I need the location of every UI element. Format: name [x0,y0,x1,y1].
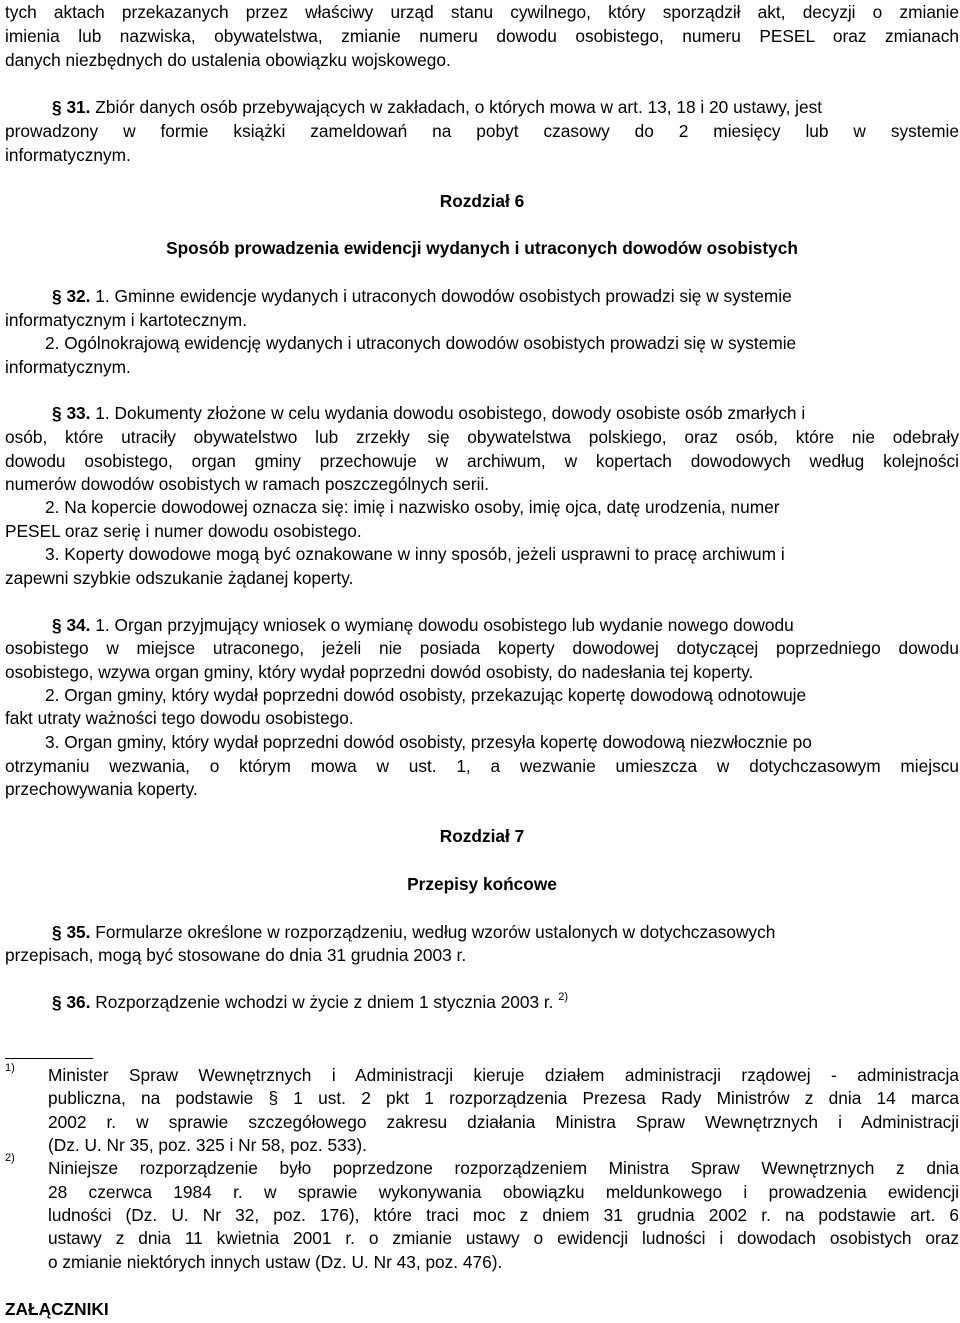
attachments-heading: ZAŁĄCZNIKI [5,1299,109,1319]
paragraph-34-item-1-text-3: osobistego, wzywa organ gminy, który wydał poprzedni dowód osobisty, do nadesłania tej koperty. [5,662,754,682]
paragraph-32-item-2-text-2: informatycznym. [5,357,131,377]
paragraph-33-item-1-text-2: osób, które utraciły obywatelstwo lub zrzekły się obywatelstwa polskiego, oraz osób, które nie odebrały [5,427,959,447]
footnote-2-mark: 2) [5,1152,15,1164]
footnote-1-line-3: 2002 r. w sprawie szczegółowego zakresu działania Ministra Spraw Wewnętrznych i Administracji [48,1112,959,1132]
chapter-6-title: Rozdział 6 [439,191,525,211]
paragraph-35-heading [52,922,775,942]
item-number: 1. [95,403,110,423]
section-sign: § [52,992,62,1012]
paragraph-33-item-2-text-1: Na kopercie dowodowej oznacza się: imię i nazwisko osoby, imię ojca, datę urodzenia, numer [64,497,780,517]
paragraph-34-item-2-text-2: fakt utraty ważności tego dowodu osobistego. [5,708,354,728]
footnote-divider [5,1058,93,1059]
paragraph-number: 36. [66,992,91,1012]
item-number: 2. [45,333,60,353]
paragraph-34-item-1-text-1: Organ przyjmujący wniosek o wymianę dowodu osobistego lub wydanie nowego dowodu [114,615,794,635]
intro-line-3: danych niezbędnych do ustalenia obowiązku wojskowego. [5,50,451,70]
paragraph-34-item-3 [45,732,812,752]
paragraph-31-text-2: prowadzony w formie książki zameldowań na pobyt czasowy do 2 miesięcy lub w systemie [5,121,959,141]
footnote-1-line-2: publiczna, na podstawie § 1 ust. 2 pkt 1 rozporządzenia Prezesa Rady Ministrów z dnia 14 marca [48,1088,959,1108]
paragraph-33-item-3-text-2: zapewni szybkie odszukanie żądanej koperty. [5,568,354,588]
paragraph-31-text-3: informatycznym. [5,145,131,165]
paragraph-33-item-1-text-1: Dokumenty złożone w celu wydania dowodu osobistego, dowody osobiste osób zmarłych i [114,403,806,423]
paragraph-32-item-2 [45,333,796,353]
section-sign: § [52,286,62,306]
paragraph-35-text-1: Formularze określone w rozporządzeniu, według wzorów ustalonych w dotychczasowych [95,922,776,942]
paragraph-number: 32. [66,286,91,306]
paragraph-number: 31. [66,97,91,117]
item-number: 2. [45,685,60,705]
section-sign: § [52,615,62,635]
paragraph-34-item-1-text-2: osobistego w miejsce utraconego, jeżeli nie posiada koperty dowodowej dotyczącej poprzedniego dowodu [5,638,959,658]
chapter-7-title: Rozdział 7 [439,826,525,846]
chapter-7-subtitle: Przepisy końcowe [407,874,557,894]
item-number: 3. [45,732,60,752]
paragraph-34-item-3-text-1: Organ gminy, który wydał poprzedni dowód osobisty, przesyła kopertę dowodową niezwłocznie po [64,732,812,752]
paragraph-32-item-1-text-2: informatycznym i kartotecznym. [5,310,247,330]
item-number: 2. [45,497,60,517]
paragraph-33-item-3-text-1: Koperty dowodowe mogą być oznakowane w inny sposób, jeżeli usprawni to pracę archiwum i [64,544,785,564]
paragraph-31-text-1: Zbiór danych osób przebywających w zakładach, o których mowa w art. 13, 18 i 20 ustawy, jest [95,97,823,117]
footnote-1-line-1: Minister Spraw Wewnętrznych i Administracji kieruje działem administracji rządowej - administracja [48,1065,959,1085]
paragraph-34-heading [52,615,794,635]
footnote-2-line-5: o zmianie niektórych innych ustaw (Dz. U. Nr 43, poz. 476). [48,1252,503,1272]
footnote-1-mark: 1) [5,1062,15,1074]
footnote-2-line-3: ludności (Dz. U. Nr 32, poz. 176), które traci moc z dniem 31 grudnia 2002 r. na podstawie art. 6 [48,1205,959,1225]
item-number: 3. [45,544,60,564]
paragraph-35-text-2: przepisach, mogą być stosowane do dnia 31 grudnia 2003 r. [5,945,467,965]
paragraph-number: 35. [66,922,91,942]
footnote-1-line-4: (Dz. U. Nr 35, poz. 325 i Nr 58, poz. 533). [48,1135,367,1155]
chapter-6-subtitle: Sposób prowadzenia ewidencji wydanych i utraconych dowodów osobistych [166,238,798,258]
footnote-2-line-4: ustawy z dnia 11 kwietnia 2001 r. o zmianie ustawy o ewidencji ludności i dowodach osobistych oraz [48,1228,959,1248]
paragraph-33-item-3 [45,544,785,564]
paragraph-33-heading [52,403,805,423]
paragraph-34-item-2 [45,685,806,705]
paragraph-33-item-2-text-2: PESEL oraz serię i numer dowodu osobistego. [5,521,362,541]
paragraph-32-item-2-text-1: Ogólnokrajową ewidencję wydanych i utraconych dowodów osobistych prowadzi się w systemie [64,333,797,353]
footnote-reference[interactable]: 2) [558,991,569,1003]
intro-line-2: imienia lub nazwiska, obywatelstwa, zmianie numeru dowodu osobistego, numeru PESEL oraz zmianach [5,26,959,46]
paragraph-number: 33. [66,403,91,423]
section-sign: § [52,922,62,942]
section-sign: § [52,403,62,423]
paragraph-33-item-1-text-4: numerów dowodów osobistych w ramach poszczególnych serii. [5,474,490,494]
item-number: 1. [95,286,110,306]
section-sign: § [52,97,62,117]
paragraph-33-item-2 [45,497,780,517]
paragraph-32-item-1-text-1: Gminne ewidencje wydanych i utraconych dowodów osobistych prowadzi się w systemie [114,286,792,306]
paragraph-34-item-3-text-3: przechowywania koperty. [5,779,198,799]
paragraph-36-text: Rozporządzenie wchodzi w życie z dniem 1 stycznia 2003 r. [95,992,554,1012]
paragraph-31-heading [52,97,822,117]
paragraph-33-item-1-text-3: dowodu osobistego, organ gminy przechowuje w archiwum, w kopertach dowodowych według kolejności [5,451,959,471]
paragraph-34-item-2-text-1: Organ gminy, który wydał poprzedni dowód osobisty, przekazując kopertę dowodową odnotowuje [64,685,807,705]
paragraph-36 [52,992,568,1015]
paragraph-34-item-3-text-2: otrzymaniu wezwania, o którym mowa w ust. 1, a wezwanie umieszcza w dotychczasowym miejscu [5,756,959,776]
item-number: 1. [95,615,110,635]
footnote-2-line-1: Niniejsze rozporządzenie było poprzedzone rozporządzeniem Ministra Spraw Wewnętrznych z dnia [48,1158,959,1178]
intro-line-1: tych aktach przekazanych przez właściwy urząd stanu cywilnego, który sporządził akt, decyzji o zmianie [5,2,959,22]
paragraph-number: 34. [66,615,91,635]
paragraph-32-heading [52,286,792,306]
footnote-2-line-2: 28 czerwca 1984 r. w sprawie wykonywania obowiązku meldunkowego i prowadzenia ewidencji [48,1182,959,1202]
